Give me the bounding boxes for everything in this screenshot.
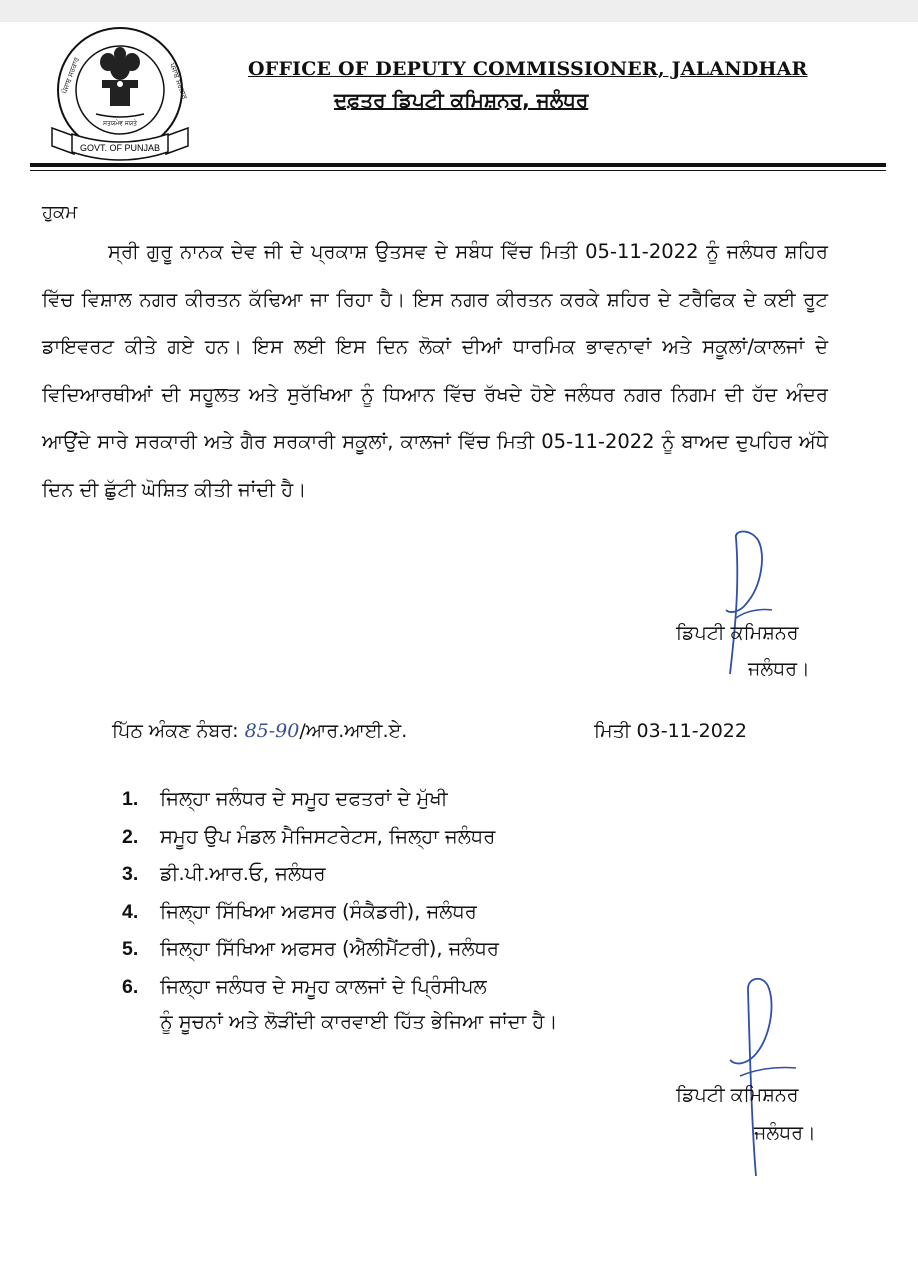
list-item: 1. ਜਿਲ੍ਹਾ ਜਲੰਧਰ ਦੇ ਸਮੂਹ ਦਫਤਰਾਂ ਦੇ ਮੁੱਖੀ	[122, 787, 448, 810]
header-divider-thick	[30, 163, 886, 167]
emblem-ribbon-text: GOVT. OF PUNJAB	[79, 143, 161, 153]
header-divider-thin	[30, 170, 886, 171]
order-body-paragraph: ਸ੍ਰੀ ਗੁਰੂ ਨਾਨਕ ਦੇਵ ਜੀ ਦੇ ਪ੍ਰਕਾਸ਼ ਉਤਸਵ ਦੇ ਸਬੰਧ ਵਿੱਚ ਮਿਤੀ 05-11-2022 ਨੂੰ ਜਲੰਧਰ ਸ਼ਹਿਰ ਵਿੱਚ ਵਿਸ਼ਾਲ ਨਗਰ ਕੀਰਤਨ ਕੱਢਿਆ ਜਾ ਰਿਹਾ ਹੈ। ਇਸ ਨਗਰ ਕੀਰਤਨ ਕਰਕੇ ਸ਼ਹਿਰ ਦੇ ਟਰੈਫਿਕ ਦੇ ਕਈ ਰੂਟ ਡਾਇਵਰਟ ਕੀਤੇ ਗਏ ਹਨ। ਇਸ ਲਈ ਇਸ ਦਿਨ ਲੋਕਾਂ ਦੀਆਂ ਧਾਰਮਿਕ ਭਾਵਨਾਵਾਂ ਅਤੇ ਸਕੂਲਾਂ/ਕਾਲਜਾਂ ਦੇ ਵਿਦਿਆਰਥੀਆਂ ਦੀ ਸਹੂਲਤ ਅਤੇ ਸੁਰੱਖਿਆ ਨੂੰ ਧਿਆਨ ਵਿੱਚ ਰੱਖਦੇ ਹੋਏ ਜਲੰਧਰ ਨਗਰ ਨਿਗਮ ਦੀ ਹੱਦ ਅੰਦਰ ਆਉਂਦੇ ਸਾਰੇ ਸਰਕਾਰੀ ਅਤੇ ਗੈਰ ਸਰਕਾਰੀ ਸਕੂਲਾਂ, ਕਾਲਜਾਂ ਵਿੱਚ ਮਿਤੀ 05-11-2022 ਨੂੰ ਬਾਅਦ ਦੁਪਹਿਰ ਅੱਧੇ ਦਿਨ ਦੀ ਛੁੱਟੀ ਘੋਸ਼ਿਤ ਕੀਤੀ ਜਾਂਦੀ ਹੈ।	[42, 240, 828, 501]
emblem-motto: ਸਤਯਮੇਵ ਜਯਤੇ	[102, 120, 138, 127]
recipient-list	[122, 780, 499, 1005]
list-item: 4. ਜਿਲ੍ਹਾ ਸਿੱਖਿਆ ਅਫਸਰ (ਸੰਕੈਡਰੀ), ਜਲੰਧਰ	[122, 899, 477, 923]
endorsement-date: ਮਿਤੀ 03-11-2022	[594, 720, 747, 742]
emblem-ring-right: ਪੰਜਾਬ ਸਰਕਾਰ	[168, 61, 189, 101]
endorsement-label: ਪਿੱਠ ਅੰਕਣ ਨੰਬਰ:	[112, 720, 239, 742]
handwritten-signature-1	[700, 528, 790, 678]
order-heading: ਹੁਕਮ	[42, 202, 78, 223]
list-item: 5. ਜਿਲ੍ਹਾ ਸਿੱਖਿਆ ਅਫਸਰ (ਐਲੀਮੈਂਟਰੀ), ਜਲੰਧਰ	[122, 937, 500, 960]
handwritten-signature-2	[700, 970, 810, 1180]
signatory-title-2: ਡਿਪਟੀ ਕਮਿਸ਼ਨਰ	[676, 1084, 799, 1106]
emblem-ring-left: ਪੰਜਾਬ ਸਰਕਾਰ	[60, 56, 81, 95]
endorsement-number: 85-90	[244, 720, 300, 742]
list-item: 3. ਡੀ.ਪੀ.ਆਰ.ਓ, ਜਲੰਧਰ	[122, 862, 326, 885]
endorsement-line	[112, 720, 407, 742]
office-title-english: OFFICE OF DEPUTY COMMISSIONER, JALANDHAR	[248, 58, 808, 80]
list-item: 6. ਜਿਲ੍ਹਾ ਜਲੰਧਰ ਦੇ ਸਮੂਹ ਕਾਲਜਾਂ ਦੇ ਪ੍ਰਿੰਸੀਪਲ	[122, 974, 487, 998]
list-item: 2. ਸਮੂਹ ਉਪ ਮੰਡਲ ਮੈਜਿਸਟਰੇਟਸ, ਜਿਲ੍ਹਾ ਜਲੰਧਰ	[122, 824, 496, 848]
state-emblem-seal-icon	[44, 24, 196, 166]
office-title-punjabi: ਦਫ਼ਤਰ ਡਿਪਟੀ ਕਮਿਸ਼ਨਰ, ਜਲੰਧਰ	[334, 88, 589, 112]
signatory-title-1: ਡਿਪਟੀ ਕਮਿਸ਼ਨਰ	[676, 622, 799, 644]
endorsement-suffix: /ਆਰ.ਆਈ.ਏ.	[299, 720, 408, 742]
signatory-place-1: ਜਲੰਧਰ।	[748, 658, 810, 680]
scan-top-margin	[0, 0, 918, 22]
signatory-place-2: ਜਲੰਧਰ।	[754, 1122, 816, 1144]
recipient-list-closing: ਨੂੰ ਸੂਚਨਾਂ ਅਤੇ ਲੋੜੀਂਦੀ ਕਾਰਵਾਈ ਹਿੱਤ ਭੇਜਿਆ ਜਾਂਦਾ ਹੈ।	[160, 1010, 558, 1033]
